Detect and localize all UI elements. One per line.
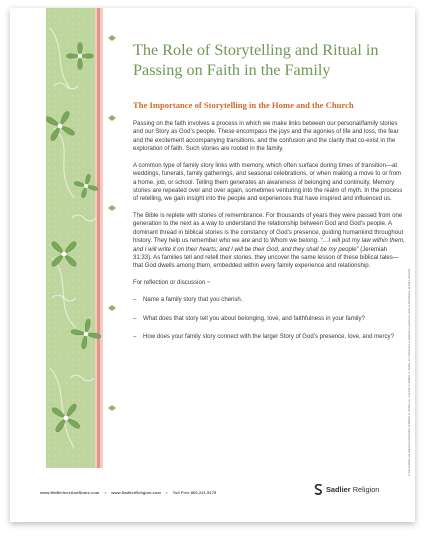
list-item: – Name a family story that you cherish. — [133, 296, 405, 304]
logo-sub: Religion — [350, 485, 380, 494]
floral-pattern — [46, 8, 120, 468]
logo-text — [326, 485, 379, 494]
footer-website-link[interactable]: www.WeBelieveAndShare.com — [40, 490, 100, 495]
paragraph-bible-end: (Jeremiah 31:33). As families tell and retell their stories, they uncover the same lesson of these biblical tales—that God dwells among them, embedded within every family experience and relationship. — [133, 246, 399, 270]
document-body — [133, 120, 405, 352]
paragraph-memory-stories: A common type of family story links with memory, which often surface during times of transition—at weddings, funerals, family gatherings, and seasonal celebrations, or when making a move to or from a home, job, or school. Telling them generates an awareness of belonging and continuity. Memory stories are repeated over and over again, sometimes venturing into the realm of myth. In the process of retelling, we gain insight into the people and experiences that have inspired and influenced us. — [133, 162, 403, 203]
scripture-quote: “…I will put my law within them, and I will write it on their hearts; and I will be their God, and they shall be my people” — [133, 238, 405, 253]
list-item: – How does your family story connect with the larger Story of God’s presence, love, and mercy? — [133, 333, 405, 341]
footer-phone: Toll Free 800-221-5175 — [172, 490, 217, 495]
footer-contact — [40, 490, 220, 495]
copyright-notice: ® and Sadlier® are registered trademarks of William H. Sadlier, Inc. Copyright © William H. Sadlier, Inc. Permission to duplicate is granted to users of We Believe. All rights reserved. — [408, 268, 411, 476]
footer-website-link[interactable]: www.SadlierReligion.com — [111, 490, 161, 495]
floral-margin-illustration — [46, 8, 120, 468]
sadlier-religion-logo — [314, 484, 379, 495]
paragraph-intro: Passing on the faith involves a process in which we make links between our personal/family stories and our Story as God’s people. These encompass the joys and the agonies of life and loss, the fear and the excitement accompanying transitions, and the confusion and the clarity that co-exist in the exploration of faith. Such stories are rooted in the family. — [133, 121, 399, 153]
list-item: – What does that story tell you about belonging, love, and faithfulness in your family? — [133, 315, 405, 323]
section-heading: The Importance of Storytelling in the Home and the Church — [133, 100, 354, 110]
worksheet-page — [10, 8, 415, 522]
reflection-prompt: For reflection or discussion ~ — [133, 280, 211, 287]
footer-separator: • — [166, 490, 168, 495]
footer-separator: • — [104, 490, 107, 495]
document-title: The Role of Storytelling and Ritual in Passing on Faith in the Family — [133, 41, 379, 79]
paragraph-bible-start: The Bible is replete with stories of remembrance. For thousands of years they were passed from one generation to the next as a way to understand the relationship between God and God’s people. A dominant thread in biblical stories is the constancy of God’s presence, guiding humankind throughout history. They help us remember who we are and to Whom we belong. — [133, 213, 404, 245]
question-list — [133, 296, 405, 342]
paragraph-bible — [133, 212, 405, 271]
sadlier-logo-icon — [314, 484, 323, 495]
logo-brand: Sadlier — [326, 485, 351, 494]
